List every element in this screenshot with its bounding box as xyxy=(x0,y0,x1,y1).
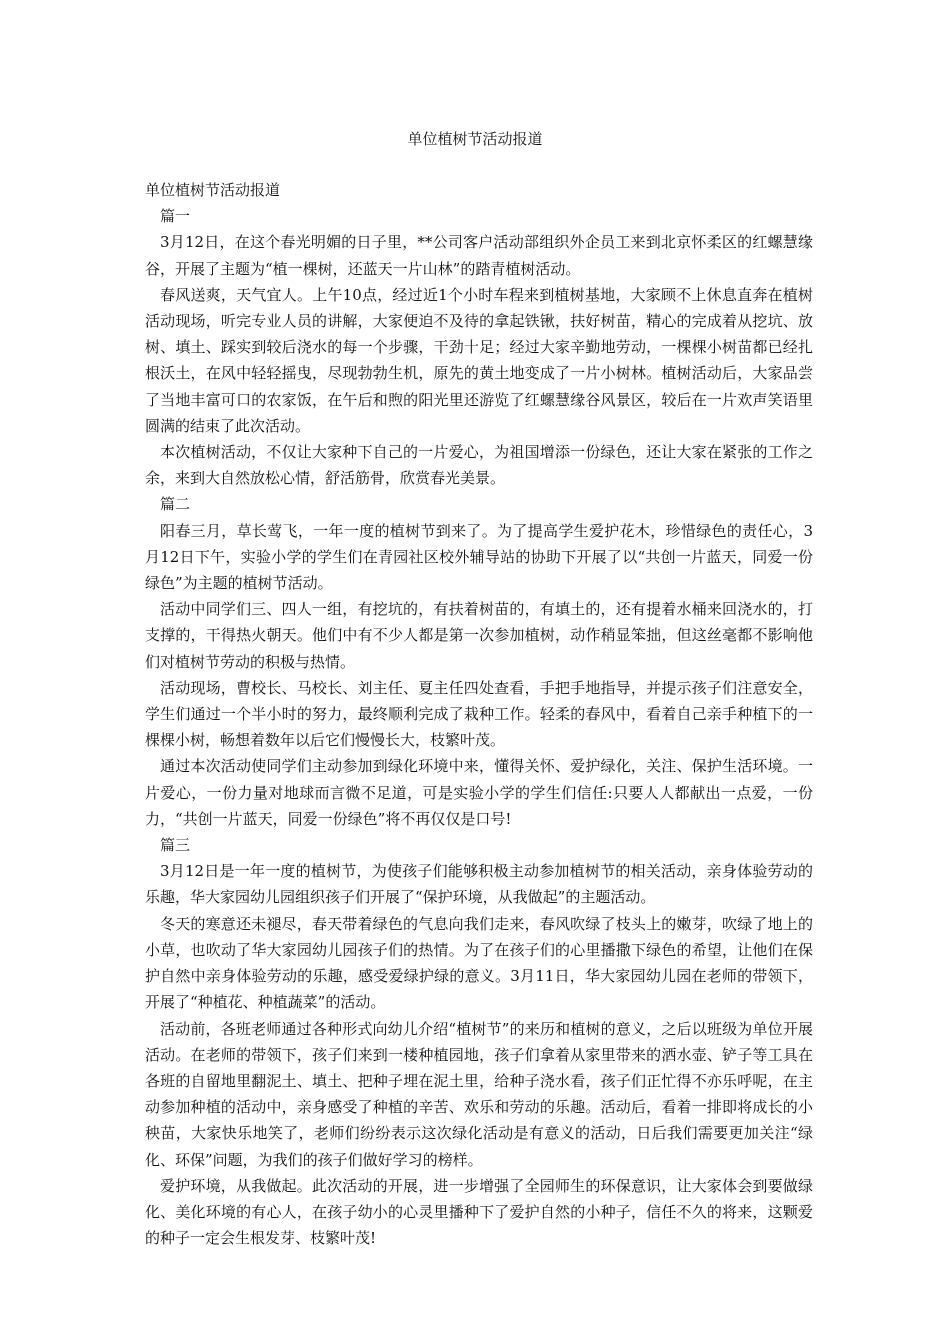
section-label: 篇二 xyxy=(160,495,191,514)
paragraph: 阳春三月，草长莺飞，一年一度的植树节到来了。为了提高学生爱护花木，珍惜绿色的责任心，3月12日下午，实验小学的学生们在青园社区校外辅导站的协助下开展了以“共创一片蓝天，同爱一份绿色”为主题的植树节活动。 xyxy=(145,521,813,593)
paragraph: 3月12日是一年一度的植树节，为使孩子们能够积极主动参加植树节的相关活动，亲身体验劳动的乐趣，华大家园幼儿园组织孩子们开展了“保护环境，从我做起”的主题活动。 xyxy=(145,862,813,907)
paragraph: 活动中同学们三、四人一组，有挖坑的，有扶着树苗的，有填土的，还有提着水桶来回浇水的，打支撑的，干得热火朝天。他们中有不少人都是第一次参加植树，动作稍显笨拙，但这丝毫都不影响他们对植树节劳动的积极与热情。 xyxy=(145,600,813,671)
paragraph: 活动前，各班老师通过各种形式向幼儿介绍“植树节”的来历和植树的意义，之后以班级为单位开展活动。在老师的带领下，孩子们来到一楼种植园地，孩子们拿着从家里带来的洒水壶、铲子等工具在各班的自留地里翻泥土、填土、把种子埋在泥土里，给种子浇水看，孩子们正忙得不亦乐呼呢，在主动参加种植的活动中，亲身感受了种植的辛苦、欢乐和劳动的乐趣。活动后，看着一排即将成长的小秧苗，大家快乐地笑了，老师们纷纷表示这次绿化活动是有意义的活动，日后我们需要更加关注“绿化、环保”问题，为我们的孩子们做好学习的榜样。 xyxy=(145,1019,813,1169)
document-subtitle: 单位植树节活动报道 xyxy=(145,181,281,199)
document-title: 单位植树节活动报道 xyxy=(407,130,543,148)
section-label: 篇一 xyxy=(160,207,191,226)
paragraph: 爱护环境，从我做起。此次活动的开展，进一步增强了全园师生的环保意识，让大家体会到要做绿化、美化环境的有心人，在孩子幼小的心灵里播种下了爱护自然的小种子，信任不久的将来，这颗爱的种子一定会生根发芽、枝繁叶茂! xyxy=(145,1176,813,1248)
paragraph: 冬天的寒意还未褪尽，春天带着绿色的气息向我们走来，春风吹绿了枝头上的嫩芽，吹绿了地上的小草，也吹动了华大家园幼儿园孩子们的热情。为了在孩子们的心里播撒下绿色的希望，让他们在保护自然中亲身体验劳动的乐趣，感受爱绿护绿的意义。3月11日，华大家园幼儿园在老师的带领下，开展了“种植花、种植蔬菜”的活动。 xyxy=(145,914,813,1012)
paragraph: 春风送爽，天气宜人。上午10点，经过近1个小时车程来到植树基地，大家顾不上休息直奔在植树活动现场，听完专业人员的讲解，大家便迫不及待的拿起铁锹，扶好树苗，精心的完成着从挖坑、放树、填土、踩实到较后浇水的每一个步骤，干劲十足；经过大家辛勤地劳动，一棵棵小树苗都已经扎根沃土，在风中轻轻摇曳，尽现勃勃生机，原先的黄土地变成了一片小树林。植树活动后，大家品尝了当地丰富可口的农家饭，在午后和煦的阳光里还游览了红螺慧缘谷风景区，较后在一片欢声笑语里圆满的结束了此次活动。 xyxy=(145,285,813,435)
paragraph: 通过本次活动使同学们主动参加到绿化环境中来，懂得关怀、爱护绿化，关注、保护生活环境。一片爱心，一份力量对地球而言微不足道，可是实验小学的学生们信任:只要人人都献出一点爱，一份力，“共创一片蓝天，同爱一份绿色”将不再仅仅是口号! xyxy=(145,757,813,828)
paragraph: 3月12日，在这个春光明媚的日子里，**公司客户活动部组织外企员工来到北京怀柔区的红螺慧缘谷，开展了主题为“植一棵树，还蓝天一片山林”的踏青植树活动。 xyxy=(145,233,813,278)
section-label: 篇三 xyxy=(160,836,191,855)
paragraph: 活动现场，曹校长、马校长、刘主任、夏主任四处查看，手把手地指导，并提示孩子们注意安全，学生们通过一个半小时的努力，最终顺利完成了栽种工作。轻柔的春风中，看着自己亲手种植下的一棵棵小树，畅想着数年以后它们慢慢长大，枝繁叶茂。 xyxy=(145,678,813,750)
paragraph: 本次植树活动，不仅让大家种下自己的一片爱心，为祖国增添一份绿色，还让大家在紧张的工作之余，来到大自然放松心情，舒活筋骨，欣赏春光美景。 xyxy=(145,443,813,488)
document-body xyxy=(145,177,813,1251)
